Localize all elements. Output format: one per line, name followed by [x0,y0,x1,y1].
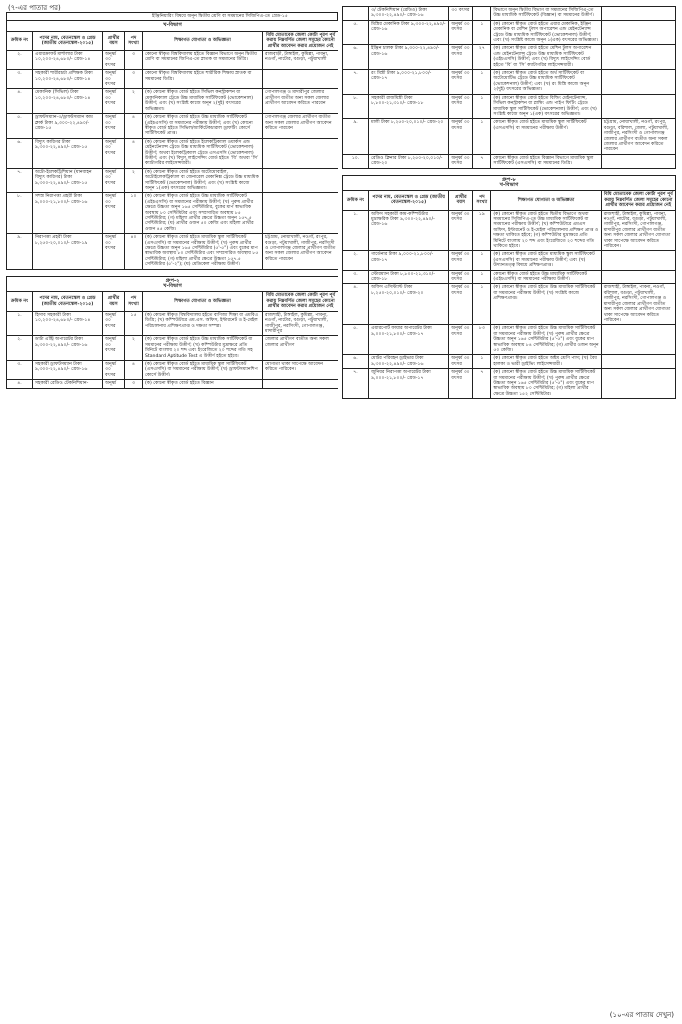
cell-count: ২৭ [473,45,491,70]
table-row [343,20,676,45]
cell-post: নিরাপত্তা প্রহরী টাকা ৮,২৫০-২০,০১০/- গ্রেড-১৯ [33,234,103,269]
cell-district [263,138,339,168]
cell-district [263,193,339,234]
cell-quota: অনূর্ধ্ব ৩০ বৎসর [103,193,125,234]
group-8-label: গ্রুপ-৮ [502,176,516,183]
cell-count [473,7,491,21]
cell-sl: ৩. [7,360,33,379]
cell-post: সহকারী শারীরচর্চা প্রশিক্ষক টাকা ১০,২০০-২৪,৬৮০/- গ্রেড-১৪ [33,70,103,89]
cell-count: ৪ [125,114,143,139]
cell-quota: অনূর্ধ্ব ৩০ বৎসর [103,138,125,168]
table-row [343,270,676,284]
cell-count: ৪ [125,360,143,379]
cell-qual: কোনো স্বীকৃত বোর্ড হইতে বিজ্ঞান বিভাগে মাধ্যমিক স্কুল সার্টিফিকেট (এসএসসি) বা সমমানের ডিগ্রি। [491,154,601,168]
cell-qual: (ক) কোনো স্বীকৃত বোর্ড হইতে দ্বিতীয় বিভাগে অথবা সমমানের সিজিপিএ-তে উচ্চ মাধ্যমিক সার্টিফিকেট বা সমমানের পরীক্ষায় উত্তীর্ণ; (খ) কম্পিউটারে এমএস অফিস, ইন্টারনেট ও ই-মেইল পরিচালনায় প্রশিক্ষণ প্রাপ্ত ও দক্ষতা থাকিতে হইবে; (গ) কম্পিউটার মুদ্রাক্ষরে প্রতি মিনিটে বাংলায় ২০ শব্দ এবং ইংরেজিতে ২০ শব্দের গতি থাকিতে হইবে। [491,210,601,251]
cell-quota: অনূর্ধ্ব ৩০ বৎসর [103,70,125,89]
table-row [7,51,339,70]
header-sl: ক্রমিক নং [343,191,369,210]
table-row [343,119,676,154]
cell-district: চট্টগ্রাম, নোয়াখালী, নওগাঁ, রংপুর, বগুড়া, বরিশাল, জেলা, পটুয়াখালী, গাজীপুর, নরসিংদী ও গোপালগঞ্জ জেলার প্রার্থীগণ ব্যতীত অন্য সকল জেলার প্রার্থীগণ আবেদন করিতে পারবেন [601,119,675,154]
table-row [7,311,339,336]
cell-quota: অনূর্ধ্ব ৩০ বৎসর [449,325,473,355]
cell-district [601,355,675,369]
cell-district [601,20,675,45]
cell-qual: (ক) কোনো স্বীকৃত বোর্ড হইতে অষ্টম শ্রেণি পাস; (খ) বৈধ হালকা ও ভারী ড্রাইভিং লাইসেন্সধারী। [491,355,601,369]
table-row [343,7,676,21]
cell-district [601,369,675,399]
cell-sl: ৪. [343,284,369,325]
cell-quota: অনূর্ধ্ব ৩০ বৎসর [449,70,473,95]
cell-qual: (ক) কোনো স্বীকৃত বোর্ড হইতে মাধ্যমিক স্কুল সার্টিফিকেট (এসএসসি) বা সমমানের পরীক্ষায় উত্তীর্ণ; (খ) ড্রাফটসম্যানশিপ কোর্সে উত্তীর্ণ। [143,360,263,379]
header-age: প্রার্থীর বয়স [103,292,125,311]
header-count: পদ সংখ্যা [125,31,143,50]
cell-quota: অনূর্ধ্ব ৩০ বৎসর [103,336,125,361]
cell-district: যোগ্যতা থাকা সাপেক্ষে আবেদন করিতে পারিবেন। [263,360,339,379]
cell-sl: ২. [7,51,33,70]
cell-sl: ৮. [7,193,33,234]
header-count: পদ সংখ্যা [473,191,491,210]
cell-sl: ৪. [7,380,33,388]
cell-post: রং মিস্ত্রী টাকা ৯,০০০-২১,৮০০/- গ্রেড-১৭ [369,70,449,95]
intro-text: ইঞ্জিনিয়ারিং বিষয়ে অনূন দ্বিতীয় শ্রেণি বা সমমানের সিজিপিএ-তে গ্রেড-১৫ [6,12,338,20]
cell-post: মেকানিক (সিভিল) টাকা ১০,২০০-২৪,৬৮০/- গ্রেড-১৪ [33,89,103,114]
cell-quota: অনূর্ধ্ব ৩০ বৎসর [449,210,473,251]
table-row [343,284,676,325]
cell-qual: (ক) কোনো স্বীকৃত বোর্ড হইতে অর্থ সার্টিফিকেট বা অটোমোটিভ ট্রেডে উচ্চ মাধ্যমিক সার্টিফিকেট (ভোকেশনাল) উত্তীর্ণ; এবং (খ) রং মিস্ত্রি কাজে অনূন ২(দুই) বৎসরের অভিজ্ঞতা। [491,70,601,95]
cell-post: বিদ্যুৎ কারিগর টাকা ৯,৩০০-২২,৪৯০/- গ্রেড-১৫ [33,138,103,168]
cell-qual: (ক) কোনো স্বীকৃত বোর্ড হইতে উচ্চ মাধ্যমিক সার্টিফিকেট (এইচএসসি) বা সমমানের পরীক্ষায় উত্তীর্ণ; এবং (খ) কোনো স্বীকৃত বোর্ড হইতে সিভিল/আর্কিটেকচারাল ড্রাফটিং কোর্সে সার্টিফিকেট প্রাপ্ত। [143,114,263,139]
table-group-8 [342,175,676,400]
cell-sl: ৯. [343,119,369,154]
cell-count: ৪০ [125,234,143,269]
group-8-sub: খ-বিভাগ [499,181,519,188]
cell-quota: অনূর্ধ্ব ৩০ বৎসর [449,251,473,270]
group-2-sub: খ-বিভাগ [163,283,182,290]
cell-sl: ১০. [343,154,369,168]
cell-post: রেডিও ক্লিনার টাকা ৮,২৫০-২০,০১০/- গ্রেড-২০ [369,154,449,168]
cell-count: ১ [473,20,491,45]
header-qual: শিক্ষাগত যোগ্যতা ও অভিজ্ঞতা [143,292,263,311]
cell-qual: (ক) কোনো স্বীকৃত বোর্ড হইতে ইলেকট্রিক্যাল ওয়ার্কস এন্ড মেইনটেন্যান্স ট্রেডে উচ্চ মাধ্যমিক সার্টিফিকেট (ভোকেশনাল) উত্তীর্ণ; অথবা ইলেকট্রিক্যাল ট্রেডে এসএসসি (ভোকেশনাল) উত্তীর্ণ; এবং (খ) বিদ্যুৎ লাইসেন্সিং বোর্ড হইতে ‘বি’ অথবা ‘সি’ ক্যাটাগরির লাইসেন্সধারী। [143,138,263,168]
cell-district [601,154,675,168]
cell-post: সহকারী ড্রাফটসম্যান টাকা ৯,৩০০-২২,৪৯০/- গ্রেড-১৬ [33,360,103,379]
table-row [7,360,339,379]
header-age: প্রার্থীর বয়স [449,191,473,210]
cell-quota: অনূর্ধ্ব ৩০ বৎসর [103,168,125,193]
table-row [7,70,339,89]
cell-post: অফিস এসিস্ট্যান্ট টাকা ৮,২৫০-২০,০১০/- গ্রেড-২০ [369,284,449,325]
cell-count: ১ [473,251,491,270]
header-sl: ক্রমিক নং [7,292,33,311]
cell-sl: ৫. [343,20,369,45]
cell-count: ১ [473,70,491,95]
cell-count: ৭ [473,154,491,168]
cell-district [601,325,675,355]
cell-quota: অনূর্ধ্ব ৩০ বৎসর [103,234,125,269]
cell-district: গোপালগঞ্জ জেলার প্রার্থীগণ ব্যতীত অন্য সকল জেলার প্রার্থীগণ আবেদন করিতে পারবেন [263,114,339,139]
cell-count: ১ [473,119,491,154]
table-row [7,193,339,234]
table-row [7,114,339,139]
table-row [343,251,676,270]
cell-post: ড্রাফটসম্যান-৩/ড্রাফটসম্যান কাম ক্লার্ক টাকা ৯,৩০০-২২,৪৯০/- গ্রেড-১৫ [33,114,103,139]
cell-count: ১ [473,270,491,284]
table-row [7,168,339,193]
cell-post: সশস্ত্র নিরাপত্তা প্রহরী টাকা ৯,০০০-২১,৮০০/- গ্রেড-১৬ [33,193,103,234]
cell-count: ৩ [125,70,143,89]
cell-post: এয়ারক্রাফট মার্শালার টাকা ১০,২০০-২৪,৬৮০/- গ্রেড-১৪ [33,51,103,70]
cell-sl: ৫. [343,325,369,355]
cell-quota: অনূর্ধ্ব ৩০ বৎসর [449,20,473,45]
table-row [7,336,339,361]
cell-post: অটো-ইলেকট্রিশিয়ান (যানবাহন বিদ্যুৎ কারিগর) টাকা ৯,৩০০-২২,৪৯০/- গ্রেড-১৫ [33,168,103,193]
group-title-2 [7,276,339,292]
cell-district [263,70,339,89]
cell-district [601,7,675,21]
cell-sl: ১. [343,210,369,251]
cell-post: ইঞ্জিন চালক টাকা ৯,৩০০-২২,৪৯০/- গ্রেড-১৬ [369,45,449,70]
table-group-1 [6,20,338,269]
cell-post: স্টোরম্যান টাকা ৮,৮০০-২১,৩১০/- গ্রেড-১৮ [369,270,449,284]
cell-district: চট্টগ্রাম, নোয়াখালী, নওগাঁ, রংপুর, বগুড়া, পটুয়াখালী, গাজীপুর, নরসিংদী ও গোপালগঞ্জ জেলার প্রার্থীগণ ব্যতীত অন্য সকল জেলার প্রার্থীগণ আবেদন করিতে পারবেন [263,234,339,269]
cell-count: ৭ [473,369,491,399]
cell-sl: ৬. [7,138,33,168]
cell-district: রাজবাড়ী, টাঙ্গাইল, কুমিল্লা, পাবনা, নওগাঁ, নাটোর, বগুড়া, পটুয়াখালী [263,51,339,70]
table-row [343,94,676,119]
cell-quota: অনূর্ধ্ব ৩০ বৎসর [103,360,125,379]
cell-count: ১ [473,284,491,325]
cell-post: মোটর পরিবহন ড্রাইভার টাকা ৯,৩০০-২২,৪৯০/- গ্রেড-১৬ [369,355,449,369]
cell-district: জেলার প্রার্থীগণ ব্যতীত অন্য সকল জেলার প্রার্থীগণ [263,336,339,361]
cell-qual: বিভাগে অনূন দ্বিতীয় বিভাগ বা সমমানের সিজিপিএ-তে উচ্চ মাধ্যমিক সার্টিফিকেট (বিজ্ঞান) বা সমমানের উত্তীর্ণ। [491,7,601,21]
cell-district: রাজশাহী, টাঙ্গাইল, কুমিল্লা, পাবনা, নওগাঁ, নাটোর, বগুড়া, পটুয়াখালী, গাজীপুর, নরসিংদী, গোপালগঞ্জ, মাদারীপুর জেলার প্রার্থীগণ ব্যতীত অন্য সকল জেলার প্রার্থীগণ যোগ্যতা থাকা সাপেক্ষে আবেদন করিতে পারিবেন। [601,210,675,251]
cell-qual: (ক) কোনো স্বীকৃত বোর্ড হইতে এয়ার মেকানিক, ইঞ্জিন মেকানিক বা মেশিন টুলস অপারেশন এন্ড মেইনটেন্যান্স ট্রেডে উচ্চ মাধ্যমিক সার্টিফিকেট (ভোকেশনাল) উত্তীর্ণ; এবং (খ) সংশ্লিষ্ট কাজে অনূন ১(এক) বৎসরের অভিজ্ঞতা। [491,20,601,45]
table-row [7,138,339,168]
header-age: প্রার্থীর বয়স [103,31,125,50]
cell-sl: ৩. [343,270,369,284]
table-row [7,89,339,114]
cell-qual: (ক) কোনো স্বীকৃত বোর্ড হইতে মেশিন টুলস অপারেশন এন্ড মেইনটেন্যান্স ট্রেডে উচ্চ মাধ্যমিক সার্টিফিকেট (এইচএসসি) উত্তীর্ণ; এবং (খ) বিদ্যুৎ লাইসেন্সিং বোর্ড হইতে ‘বি’ বা ‘সি’ ক্যাটাগরির লাইসেন্সধারী। [491,45,601,70]
cell-district [601,94,675,119]
cell-district: রাজশাহী, টাঙ্গাইল, পাবনা, নওগাঁ, বরিশাল, বগুড়া, পটুয়াখালী, গাজীপুর, নরসিংদী, গোপালগঞ্জ ও মাদারীপুর জেলার প্রার্থীগণ ব্যতীত অন্য সকল জেলার প্রার্থীগণ যোগ্যতা থাকা সাপেক্ষে আবেদন করিতে পারিবেন। [601,284,675,325]
header-post: পদের নাম, বেতনস্কেল ও গ্রেড (জাতীয় বেতনস্কেল-২০১৫) [369,191,449,210]
cell-count: ৩ [125,380,143,388]
header-district: বিধি মোতাবেক জেলা কোটা পূরণ পূর্ব করায় নিম্নবর্ণিত জেলা সমূহের কোনো প্রার্থীর আবেদন করার প্রয়োজন নেই [601,191,675,210]
cell-qual: (ক) কোনো স্বীকৃত বোর্ড হইতে উচ্চ মাধ্যমিক সার্টিফিকেট (এইচএসসি) বা সমমানের পরীক্ষায় উত্তীর্ণ; (খ) পুরুষ প্রার্থীর ক্ষেত্রে উচ্চতা অনূন ১৬৫ সেন্টিমিটার, বুকের মাপ স্বাভাবিক অবস্থায় ৮০ সেন্টিমিটার এবং সম্প্রসারিত অবস্থায় ৮৫ সেন্টিমিটার; (গ) মহিলা প্রার্থীর ক্ষেত্রে উচ্চতা অনূন ১৫৭.৫ সেন্টিমিটার; (ঘ) প্রার্থীর ওজন ৫০ কেজি এবং মহিলা প্রার্থীর ওজন ৪৫ কেজি। [143,193,263,234]
cell-quota: অনূর্ধ্ব ৩০ বৎসর [449,154,473,168]
cell-count: ১ [473,94,491,119]
cell-district [601,270,675,284]
table-row [343,325,676,355]
table-row [343,369,676,399]
cell-quota: অনূর্ধ্ব ৩০ বৎসর [449,284,473,325]
cell-quota: অনূর্ধ্ব ৩০ বৎসর [103,89,125,114]
page-ref-top: (৭-এর পাতার পর) [8,4,61,12]
cell-quota: অনূর্ধ্ব ৩০ বৎসর [449,270,473,284]
cell-qual: (ক) কোনো স্বীকৃত বোর্ড হইতে উচ্চ মাধ্যমিক সার্টিফিকেট বা সমমানের পরীক্ষায় উত্তীর্ণ; (খ) পুরুষ প্রার্থীর ক্ষেত্রে উচ্চতা অনূন ১৬৫ সেন্টিমিটার (৫'-৫") এবং বুকের মাপ স্বাভাবিক অবস্থায় ৮৪ সেন্টিমিটার; (গ) প্রার্থীর ওজন অনূন ৫০ কেজি। [491,325,601,355]
header-sl: ক্রমিক নং [7,31,33,50]
table-group-1-cont [342,6,676,169]
cell-qual: কোনো স্বীকৃত বোর্ড হইতে মাধ্যমিক স্কুল সার্টিফিকেট (এসএসসি) বা সমমানের পরীক্ষায় উত্তীর্ণ। [491,119,601,154]
cell-count: ৪ [125,138,143,168]
cell-post: এয়ারপোর্ট ফায়ার অপারেটর টাকা ৯,০০০-২১,৮০০/- গ্রেড-১৭ [369,325,449,355]
cell-qual: কোনো স্বীকৃত বিশ্ববিদ্যালয় হইতে শারীরিক শিক্ষায় স্নাতক বা সমমানের ডিগ্রি। [143,70,263,89]
cell-post: মালী টাকা ৮,২৫০-২০,০১০/- গ্রেড-২০ [369,119,449,154]
cell-quota: অনূর্ধ্ব ৩০ বৎসর [103,311,125,336]
cell-quota: অনূর্ধ্ব ৩০ বৎসর [103,51,125,70]
cell-post: অফিস সহকারী কাম-কম্পিউটার মুদ্রাক্ষরিক টাকা ৯,৩০০-২২,৪৯০/- গ্রেড-১৬ [369,210,449,251]
cell-qual: (ক) কোনো স্বীকৃত বোর্ড হইতে উচ্চ মাধ্যমিক সার্টিফিকেট বা সমমানের পরীক্ষায় উত্তীর্ণ; (খ) কম্পিউটার মুদ্রাক্ষরে প্রতি মিনিটে বাংলায় ২০ শব্দ এবং ইংরেজিতে ২০ শব্দের গতি সহ Standard Aptitude Test এ উত্তীর্ণ হইতে হইবে। [143,336,263,361]
cell-quota: অনূর্ধ্ব ৩০ বৎসর [103,114,125,139]
cell-district [601,251,675,270]
cell-sl: ৮. [343,94,369,119]
cell-qual: (ক) কোনো স্বীকৃত বোর্ড হইতে বিজ্ঞান [143,380,263,388]
right-column [342,6,676,1010]
cell-district [601,45,675,70]
table-row [343,210,676,251]
table-row [343,70,676,95]
header-district: বিধি মোতাবেক জেলা কোটা পূরণ পূর্ব করায় নিম্নবর্ণিত জেলা সমূহের কোনো প্রার্থীর আবেদন করার প্রয়োজন নেই [263,31,339,50]
cell-sl: ৬. [343,45,369,70]
cell-count: ১০ [125,193,143,234]
cell-sl: ৩. [7,70,33,89]
header-count: পদ সংখ্যা [125,292,143,311]
cell-count: ৮৩ [473,325,491,355]
cell-sl: ৭. [343,369,369,399]
table-row [343,154,676,168]
cell-sl: ১. [7,311,33,336]
cell-count: ৩ [125,51,143,70]
cell-qual: (ক) কোনো স্বীকৃত বোর্ড হইতে মাধ্যমিক স্কুল সার্টিফিকেট (এসএসসি) বা সমমানের পরীক্ষায় উত্তীর্ণ; এবং (খ) উদ্যানতত্ত্ব বিষয়ে প্রশিক্ষণপ্রাপ্ত। [491,251,601,270]
cell-post: ডাটা এন্ট্রি অপারেটর টাকা ৯,৩০০-২২,৪৯০/- গ্রেড-১৬ [33,336,103,361]
cell-district [601,70,675,95]
cell-post: সহকারী রেডিও টেকনিশিয়ান- [33,380,103,388]
cell-sl: ৯. [7,234,33,269]
cell-district: গোপালগঞ্জ ও মাদারীপুর জেলার প্রার্থীগণ ব্যতীত অন্য সকল জেলার প্রার্থীগণ আবেদন করিতে পারবেন [263,89,339,114]
cell-qual: কোনো স্বীকৃত বিশ্ববিদ্যালয় হইতে বিজ্ঞান বিভাগে অনূন দ্বিতীয় শ্রেণি বা সমমানের জিপিএ-তে স্নাতক বা সমমানের ডিগ্রি। [143,51,263,70]
cell-quota: অনূর্ধ্ব ৩০ বৎসর [449,119,473,154]
header-post: পদের নাম, বেতনস্কেল ও গ্রেড (জাতীয় বেতনস্কেল-২০১৫) [33,292,103,311]
cell-count: ১৫ [125,311,143,336]
cell-post: গার্ডেনার টাকা ৯,০০০-২১,৮০০/- গ্রেড-১৭ [369,251,449,270]
cell-qual: (ক) কোনো স্বীকৃত বোর্ড হইতে মাধ্যমিক স্কুল সার্টিফিকেট (এসএসসি) বা সমমানের পরীক্ষায় উত্তীর্ণ; (খ) পুরুষ প্রার্থীর ক্ষেত্রে উচ্চতা অনূন ১৬৫ সেন্টিমিটার (৫'-৫") এবং বুকের মাপ স্বাভাবিক অবস্থায় ৮০ সেন্টিমিটার এবং সম্প্রসারিত অবস্থায় ৮৫ সেন্টিমিটার; (গ) মহিলা প্রার্থীর ক্ষেত্রে উচ্চতা ১৫৭.৫ সেন্টিমিটার (৫'-২"); (ঘ) মেডিকেল পরীক্ষায় উত্তীর্ণ। [143,234,263,269]
cell-quota: অনূর্ধ্ব ৩০ বৎসর [449,94,473,119]
cell-quota: অনূর্ধ্ব ৩০ বৎসর [449,45,473,70]
header-qual: শিক্ষাগত যোগ্যতা ও অভিজ্ঞতা [491,191,601,210]
header-district: বিধি মোতাবেক জেলা কোটা পূরণ পূর্ব করায় নিম্নবর্ণিত জেলা সমূহের কোনো প্রার্থীর আবেদন করার প্রয়োজন নেই [263,292,339,311]
table-group-2 [6,276,338,389]
section-label-a: খ-বিভাগ [7,21,339,31]
cell-qual: (ক) কোনো স্বীকৃত বোর্ড হইতে উচ্চ মাধ্যমিক সার্টিফিকেট বা সমমানের পরীক্ষায় উত্তীর্ণ; (খ) পুরুষ প্রার্থীর ক্ষেত্রে উচ্চতা অনূন ১৬৫ সেন্টিমিটার (৫'-৫") এবং বুকের মাপ স্বাভাবিক অবস্থায় ৮০ সেন্টিমিটার; (গ) মহিলা প্রার্থীর ক্ষেত্রে উচ্চতা ১৫২ সেন্টিমিটার। [491,369,601,399]
cell-sl: ৬. [343,355,369,369]
cell-quota: ৩০ বৎসর [449,7,473,21]
cell-district [263,168,339,193]
cell-qual: (ক) কোনো স্বীকৃত বোর্ড হইতে অটোমোবাইল, অটোইলেকট্রিক্যাল বা জেনারেল মেকানিক্স ট্রেডে উচ্চ মাধ্যমিক সার্টিফিকেট (ভোকেশনাল) উত্তীর্ণ; এবং (খ) সংশ্লিষ্ট কাজে অনূন ১(এক) বৎসরের অভিজ্ঞতা। [143,168,263,193]
table-row [7,380,339,388]
cell-sl: ৪. [7,89,33,114]
group-2-label: গ্রুপ-২ [165,277,180,284]
cell-post: ৩/ টেকনিশিয়ান (রেডিও) টাকা ৯,৩০০-২২,৪৯০/- গ্রেড-১৬ [369,7,449,21]
cell-quota: অনূর্ধ্ব ৩০ বৎসর [449,355,473,369]
cell-qual: কোনো স্বীকৃত বোর্ড হইতে উচ্চ মাধ্যমিক সার্টিফিকেট (এইচএসসি) বা সমমানের পরীক্ষায় উত্তীর্ণ। [491,270,601,284]
cell-sl: ৭. [343,70,369,95]
cell-quota: অনূর্ধ্ব [103,380,125,388]
cell-count: ১৯ [473,210,491,251]
cell-district: রাজশাহী, টাঙ্গাইল, কুমিল্লা, পাবনা, নওগাঁ, নাটোর, বগুড়া, পটুয়াখালী, গাজীপুর, নরসিংদী, গোপালগঞ্জ, মাদারীপুর [263,311,339,336]
cell-sl: ২. [7,336,33,361]
cell-count: ২ [125,89,143,114]
cell-sl [343,7,369,21]
page-ref-bottom: (১০-এর পাতায় দেখুন) [609,1011,674,1019]
cell-sl: ৭. [7,168,33,193]
header-post: পদের নাম, বেতনস্কেল ও গ্রেড (জাতীয় বেতনস্কেল-২০১৫) [33,31,103,50]
table-row [343,45,676,70]
table-row [7,234,339,269]
cell-post: সহকারী রাজমিস্ত্রী টাকা ৮,৮০০-২১,৩১০/- গ্রেড-১৮ [369,94,449,119]
cell-post: জুনিয়র নিরাপত্তা অপারেটর টাকা ৯,০০০-২১,৮০০/- গ্রেড-১৭ [369,369,449,399]
cell-district [263,380,339,388]
cell-sl: ২. [343,251,369,270]
cell-qual: (ক) কোনো স্বীকৃত বিশ্ববিদ্যালয় হইতে বাণিজ্য শিক্ষা বা এমবিএ ডিগ্রি; (খ) কম্পিউটারে এম.এস. অফিস, ইন্টারনেট ও ই-মেইল পরিচালনায় প্রশিক্ষণপ্রাপ্ত ও দক্ষতা সম্পন্ন। [143,311,263,336]
cell-qual: (ক) কোনো স্বীকৃত বোর্ড হইতে বিল্ডিং মেইনটেন্যান্স, সিভিল কনস্ট্রাকশন বা প্লাম্বিং এন্ড পাইপ ফিটিং ট্রেডে মাধ্যমিক স্কুল সার্টিফিকেট (ভোকেশনাল) উত্তীর্ণ; এবং (খ) সংশ্লিষ্ট কাজে অনূন ১(এক) বৎসরের অভিজ্ঞতা। [491,94,601,119]
table-row [343,355,676,369]
cell-qual: (ক) কোনো স্বীকৃত বোর্ড হইতে উচ্চ মাধ্যমিক সার্টিফিকেট বা সমমানের পরীক্ষায় উত্তীর্ণ; (খ) সংশ্লিষ্ট কাজে প্রশিক্ষণপ্রাপ্ত। [491,284,601,325]
cell-count: ১ [473,355,491,369]
cell-post: মিস্ত্রির মেকানিক টাকা ৯,৩০০-২২,৪৯০/- গ্রেড-১৬ [369,20,449,45]
cell-quota: অনূর্ধ্ব ৩০ বৎসর [449,369,473,399]
group-title-8 [343,175,676,191]
cell-count: ২ [125,336,143,361]
cell-post: হিসাব সহকারী টাকা ১০,২০০-২৪,৬৮০/- গ্রেড-১৪ [33,311,103,336]
cell-qual: (ক) কোনো স্বীকৃত বোর্ড হইতে সিভিল কনস্ট্রাকশন বা মেকানিক্যাল ট্রেডে উচ্চ মাধ্যমিক সার্টিফিকেট (ভোকেশনাল) উত্তীর্ণ; এবং (খ) সংশ্লিষ্ট কাজে অনূন ২(দুই) বৎসরের অভিজ্ঞতা। [143,89,263,114]
cell-sl: ৫. [7,114,33,139]
cell-count: ২ [125,168,143,193]
header-qual: শিক্ষাগত যোগ্যতা ও অভিজ্ঞতা [143,31,263,50]
left-column [6,12,338,1016]
